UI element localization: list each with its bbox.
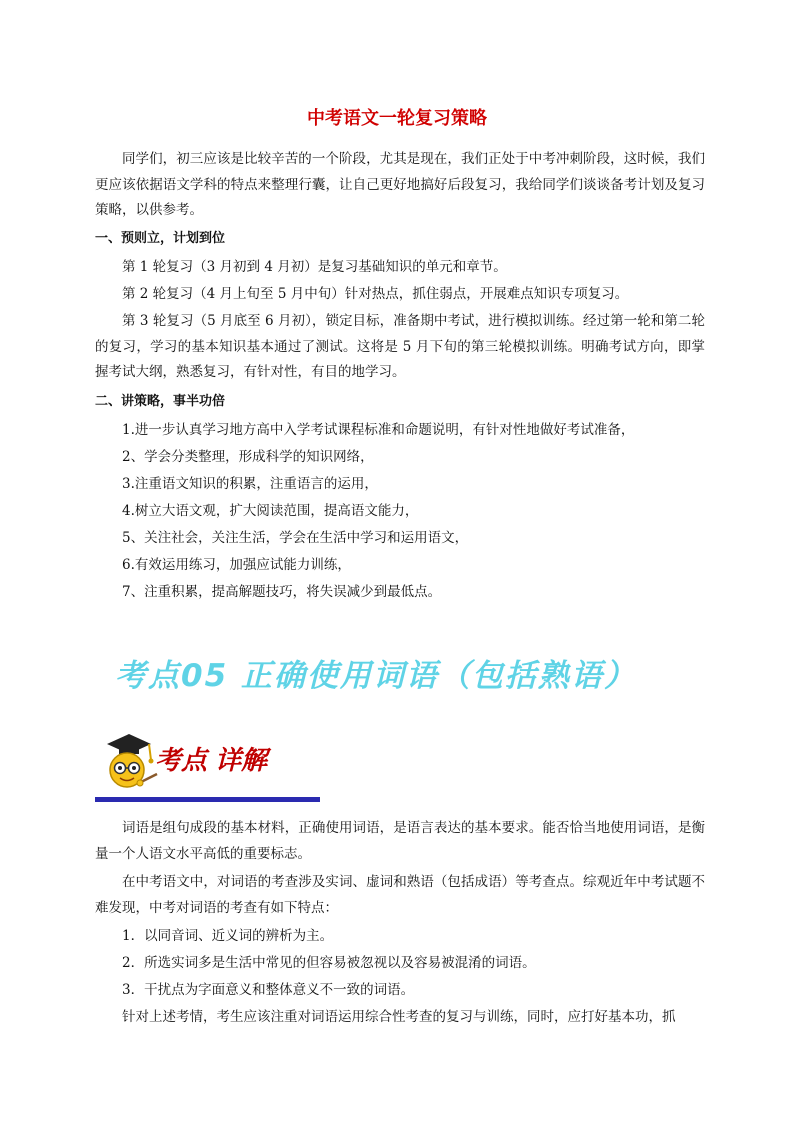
strategy-item-2: 2、学会分类整理，形成科学的知识网络， (122, 449, 374, 465)
kaodian-detail-banner (95, 730, 320, 802)
strategy-item-5: 5、关注社会，关注生活，学会在生活中学习和运用语文， (122, 530, 469, 546)
round3-paragraph: 第 3 轮复习（5 月底至 6 月初），锁定目标，准备期中考试，进行模拟训练。经过第一轮和第二轮的复习，学习的基本知识基本通过了测试。这将是 5 月下旬的第三轮模拟训练。明确考试方向，即掌握考试大纲，熟悉复习，有针对性，有目的地学习。 (95, 313, 705, 380)
strategy-item-1: 1.进一步认真学习地方高中入学考试课程标准和命题说明，有针对性地做好考试准备， (122, 422, 635, 438)
strategy-item-7: 7、注重积累，提高解题技巧，将失误减少到最低点。 (122, 584, 442, 600)
kaodian-title: 考点05 正确使用词语（包括熟语） (115, 658, 637, 694)
detail-point-2: 2．所选实词多是生活中常见的但容易被忽视以及容易被混淆的词语。 (122, 955, 536, 971)
intro-paragraph: 同学们，初三应该是比较辛苦的一个阶段，尤其是现在，我们正处于中考冲刺阶段，这时候，我们更应该依据语文学科的特点来整理行囊，让自己更好地搞好后段复习，我给同学们谈谈备考计划及复习策略，以供参考。 (95, 151, 705, 218)
detail-point-1: 1．以同音词、近义词的辨析为主。 (122, 928, 334, 944)
detail-point-3: 3．干扰点为字面意义和整体意义不一致的词语。 (122, 982, 415, 998)
document-title: 中考语文一轮复习策略 (307, 108, 487, 129)
banner-underline (95, 797, 320, 802)
detail-paragraph-3: 针对上述考情，考生应该注重对词语运用综合性考查的复习与训练，同时，应打好基本功，抓 (122, 1009, 676, 1025)
round2-text: 第 2 轮复习（4 月上旬至 5 月中旬）针对热点，抓住弱点，开展难点知识专项复习。 (122, 286, 629, 302)
banner-label-b: 详解 (215, 746, 268, 776)
section1-heading: 一、预则立，计划到位 (95, 231, 226, 246)
strategy-item-3: 3.注重语文知识的积累，注重语言的运用， (122, 476, 378, 492)
round1-text: 第 1 轮复习（3 月初到 4 月初）是复习基础知识的单元和章节。 (122, 259, 507, 275)
detail-paragraph-1: 词语是组句成段的基本材料，正确使用词语，是语言表达的基本要求。能否恰当地使用词语，是衡量一个人语文水平高低的重要标志。 (95, 820, 705, 862)
strategy-item-4: 4.树立大语文观，扩大阅读范围，提高语文能力， (122, 503, 419, 519)
section2-heading: 二、讲策略，事半功倍 (95, 394, 226, 409)
banner-label (155, 740, 267, 777)
strategy-item-6: 6.有效运用练习，加强应试能力训练， (122, 557, 351, 573)
detail-paragraph-2: 在中考语文中，对词语的考查涉及实词、虚词和熟语（包括成语）等考查点。综观近年中考试题不难发现，中考对词语的考查有如下特点： (95, 874, 705, 916)
banner-label-a: 考点 (155, 746, 208, 776)
